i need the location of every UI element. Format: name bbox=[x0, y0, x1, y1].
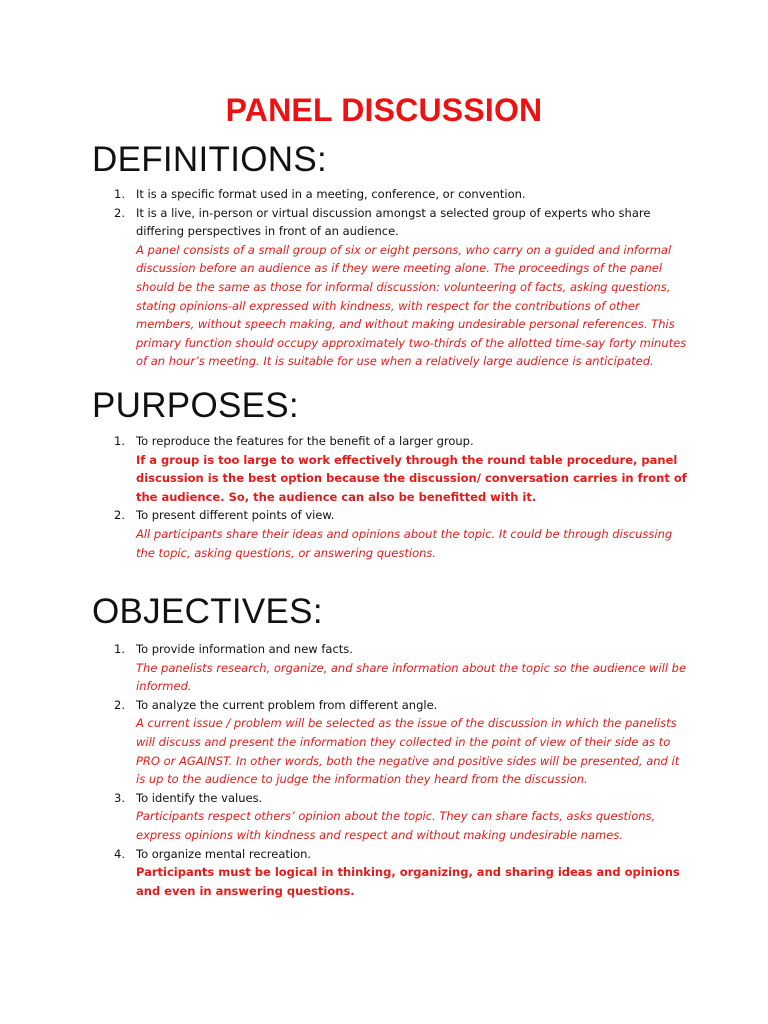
list-item bbox=[92, 432, 692, 506]
item-note: All participants share their ideas and opinions about the topic. It could be through discussing the topic, asking questions, or answering questions. bbox=[136, 526, 673, 560]
list-item bbox=[92, 789, 692, 845]
list-item bbox=[92, 640, 692, 696]
item-text: To reproduce the features for the benefit of a larger group. bbox=[136, 434, 474, 448]
item-text: To present different points of view. bbox=[136, 508, 335, 523]
definitions-heading: DEFINITIONS: bbox=[92, 140, 327, 179]
item-number: 2. bbox=[114, 697, 125, 712]
list-item bbox=[92, 696, 692, 789]
list-item bbox=[92, 506, 692, 562]
item-note: The panelists research, organize, and share information about the topic so the audience will be informed. bbox=[136, 660, 687, 694]
item-note: A panel consists of a small group of six or eight persons, who carry on a guided and informal discussion before an audience as if they were meeting alone. The proceedings of the panel should be the same as those for informal discussion: volunteering of facts, asking questions, stating opinions-all expressed with kindness, with respect for the contributions of other members, without speech making, and without making undesirable personal references. This primary function should occupy approximately two-thirds of the allotted time-say forty minutes of an hour’s meeting. It is suitable for use when a relatively large audience is anticipated. bbox=[136, 242, 687, 369]
objectives-list bbox=[92, 640, 692, 900]
item-text: To identify the values. bbox=[136, 790, 263, 805]
list-item bbox=[92, 845, 692, 901]
item-number: 1. bbox=[114, 434, 125, 448]
item-number: 2. bbox=[114, 508, 125, 523]
item-note: A current issue / problem will be selected as the issue of the discussion in which the panelists will discuss and present the information they collected in the point of view of their side as to PRO or AGAINST. In other words, both the negative and positive sides will be presented, and it is up to the audience to judge the information they heard from the discussion. bbox=[136, 716, 680, 787]
item-number: 4. bbox=[114, 846, 125, 861]
item-text: It is a specific format used in a meeting, conference, or convention. bbox=[136, 187, 526, 201]
definitions-list bbox=[92, 185, 692, 371]
objectives-heading: OBJECTIVES: bbox=[92, 592, 323, 631]
list-item bbox=[92, 204, 692, 371]
item-number: 3. bbox=[114, 790, 125, 805]
item-text: To organize mental recreation. bbox=[136, 846, 312, 861]
purposes-list bbox=[92, 432, 692, 562]
item-note: If a group is too large to work effectively through the round table procedure, panel discussion is the best option because the discussion/ conversation carries in front of the audience. So, the audience can also be benefitted with it. bbox=[136, 452, 687, 504]
item-text: To analyze the current problem from different angle. bbox=[136, 697, 438, 712]
item-text: It is a live, in-person or virtual discussion amongst a selected group of experts who share differing perspectives in front of an audience. bbox=[136, 205, 651, 239]
list-item bbox=[92, 185, 692, 204]
item-note: Participants must be logical in thinking, organizing, and sharing ideas and opinions and even in answering questions. bbox=[136, 865, 680, 898]
purposes-heading: PURPOSES: bbox=[92, 386, 299, 425]
item-note: Participants respect others’ opinion about the topic. They can share facts, asks questions, express opinions with kindness and respect and without making undesirable names. bbox=[136, 809, 656, 842]
item-text: To provide information and new facts. bbox=[136, 642, 353, 656]
page-title: PANEL DISCUSSION bbox=[225, 92, 543, 128]
item-number: 2. bbox=[114, 205, 125, 220]
item-number: 1. bbox=[114, 187, 125, 201]
item-number: 1. bbox=[114, 642, 125, 656]
